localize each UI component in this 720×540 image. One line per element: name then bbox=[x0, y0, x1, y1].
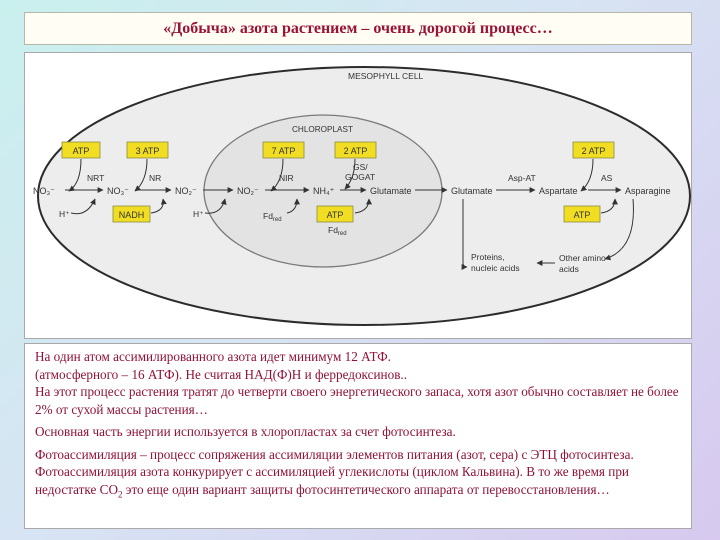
enzyme-nrt: NRT bbox=[87, 173, 105, 183]
enzyme-nr: NR bbox=[149, 173, 162, 183]
atp-lower-center-label: ATP bbox=[326, 210, 344, 220]
compound-no3-out: NO₃⁻ bbox=[33, 186, 55, 196]
compound-asparagine: Asparagine bbox=[625, 186, 671, 196]
text-line-3: На этот процесс растения тратят до четверти своего энергетического запаса, хотя азот обычно составляет не более 2% от сухой массы растения… bbox=[35, 384, 679, 417]
text-p3-a: Фотоассимиляция – процесс сопряжения ассимиляции элементов питания (азот, сера) с ЭТЦ фотосинтеза. Фотоассимиляция азота конкурирует с ассимиляцией углекислоты (циклом Кальвина). В то же время при недостатке CO bbox=[35, 446, 634, 497]
fd-red-2: $Fd_{red}$ bbox=[328, 225, 347, 237]
page-title: «Добыча» азота растением – очень дорогой процесс… bbox=[163, 19, 553, 37]
atp-label-3: 7 ATP bbox=[271, 146, 296, 156]
atp-label-1: ATP bbox=[72, 146, 90, 156]
h-plus-1: H⁺ bbox=[59, 209, 70, 219]
explanation-panel bbox=[24, 343, 692, 529]
title-bar bbox=[24, 12, 692, 45]
nadh-box bbox=[113, 206, 150, 222]
atp-box-1 bbox=[62, 142, 100, 158]
text-line-1: На один атом ассимилированного азота идет минимум 12 АТФ. bbox=[35, 349, 391, 364]
atp-box-lower-right bbox=[564, 206, 600, 222]
compound-nh4: NH₄⁺ bbox=[313, 186, 335, 196]
fd-red-1: $Fd_{red}$ bbox=[263, 211, 282, 223]
nitrogen-assimilation-diagram bbox=[25, 53, 691, 338]
atp-box-2 bbox=[127, 142, 168, 158]
proteins-label: Proteins, bbox=[471, 252, 505, 262]
enzyme-asp-at: Asp-AT bbox=[508, 173, 536, 183]
mesophyll-cell-label: MESOPHYLL CELL bbox=[348, 71, 424, 81]
acids-label: acids bbox=[559, 264, 579, 274]
compound-glutamate-cyt: Glutamate bbox=[451, 186, 493, 196]
nadh-label: NADH bbox=[118, 210, 145, 220]
enzyme-as: AS bbox=[601, 173, 613, 183]
atp-box-chloroplast-lower bbox=[317, 206, 353, 222]
atp-box-5 bbox=[573, 142, 614, 158]
atp-label-2: 3 ATP bbox=[135, 146, 160, 156]
chloroplast-label: CHLOROPLAST bbox=[292, 125, 353, 134]
compound-no2-chl: NO₂⁻ bbox=[237, 186, 259, 196]
text-paragraph-2: Основная часть энергии используется в хлоропластах за счет фотосинтеза. bbox=[35, 424, 456, 439]
atp-label-5: 2 ATP bbox=[581, 146, 606, 156]
enzyme-gogat: GOGAT bbox=[345, 172, 376, 182]
text-p3-b: это еще один вариант защиты фотосинтетического аппарата от перевосстановления… bbox=[122, 481, 610, 497]
compound-no2-cyt: NO₂⁻ bbox=[175, 186, 197, 196]
text-line-2: (атмосферного – 16 АТФ). Не считая НАД(Ф)Н и ферредоксинов.. bbox=[35, 366, 408, 382]
compound-aspartate: Aspartate bbox=[539, 186, 578, 196]
compound-no3-in: NO₃⁻ bbox=[107, 186, 129, 196]
enzyme-gs: GS/ bbox=[353, 162, 368, 172]
diagram-panel bbox=[24, 52, 692, 339]
atp-label-4: 2 ATP bbox=[343, 146, 368, 156]
h-plus-2: H⁺ bbox=[193, 209, 204, 219]
atp-box-3 bbox=[263, 142, 304, 158]
text-paragraph-3 bbox=[35, 446, 682, 504]
atp-box-4 bbox=[335, 142, 376, 158]
co2-subscript: 2 bbox=[117, 489, 123, 500]
other-amino-label: Other amino bbox=[559, 253, 606, 263]
compound-glutamate-chl: Glutamate bbox=[370, 186, 412, 196]
enzyme-nir: NIR bbox=[279, 173, 294, 183]
nucleic-acids-label: nucleic acids bbox=[471, 263, 520, 273]
atp-lower-right-label: ATP bbox=[573, 210, 591, 220]
